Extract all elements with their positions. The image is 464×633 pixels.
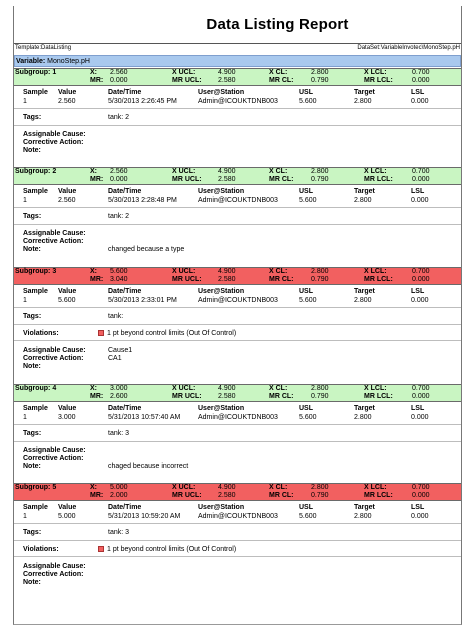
stat-label: X LCL: <box>364 69 387 76</box>
divider <box>14 340 461 341</box>
tags-value: tank: <box>108 313 124 320</box>
column-header: Value <box>58 288 77 295</box>
column-header: Target <box>354 288 375 295</box>
violations-label: Violations: <box>23 546 59 553</box>
column-header: Value <box>58 89 77 96</box>
subgroup-label: Subgroup: 5 <box>15 484 57 491</box>
subgroup-stats-band <box>14 483 461 501</box>
column-header: Target <box>354 89 375 96</box>
tags-label: Tags: <box>23 529 42 536</box>
stat-label: MR: <box>90 276 104 283</box>
column-header: LSL <box>411 504 425 511</box>
stat-label: MR UCL: <box>172 276 202 283</box>
assignable-cause-value: Cause1 <box>108 347 133 354</box>
note-label: Note: <box>23 246 41 253</box>
tags-label: Tags: <box>23 430 42 437</box>
stat-value: 4.900 <box>218 168 236 175</box>
column-header: Target <box>354 405 375 412</box>
sample-cell: Admin@ICOUKTDNB003 <box>198 297 278 304</box>
stat-value: 0.700 <box>412 268 430 275</box>
stat-value: 0.700 <box>412 484 430 491</box>
tags-label: Tags: <box>23 313 42 320</box>
sample-cell: 5.600 <box>299 414 317 421</box>
column-header: USL <box>299 405 313 412</box>
subgroup-block <box>14 167 461 267</box>
stat-label: X UCL: <box>172 484 196 491</box>
stat-value: 0.790 <box>311 276 329 283</box>
stat-label: MR UCL: <box>172 176 202 183</box>
column-header: Target <box>354 504 375 511</box>
tags-value: tank: 3 <box>108 529 130 536</box>
divider <box>14 540 461 541</box>
sample-cell: 5.600 <box>299 297 317 304</box>
sample-cell: 5/30/2013 2:28:48 PM <box>108 197 177 204</box>
sample-cell: 5.600 <box>299 197 317 204</box>
column-header: Date/Time <box>108 188 142 195</box>
stat-label: MR LCL: <box>364 492 393 499</box>
subgroup-label: Subgroup: 1 <box>15 69 57 76</box>
report-page <box>13 6 462 625</box>
sample-cell: 0.000 <box>411 513 429 520</box>
stat-value: 0.700 <box>412 385 430 392</box>
stat-value: 4.900 <box>218 385 236 392</box>
stat-value: 0.790 <box>311 492 329 499</box>
stat-value: 5.000 <box>110 484 128 491</box>
stat-label: X CL: <box>269 268 288 275</box>
tags-label: Tags: <box>23 114 42 121</box>
column-header: USL <box>299 89 313 96</box>
sample-cell: 2.560 <box>58 197 76 204</box>
assignable-cause-label: Assignable Cause: <box>23 447 86 454</box>
stat-value: 0.000 <box>412 393 430 400</box>
stat-value: 2.580 <box>218 492 236 499</box>
subgroup-label: Subgroup: 3 <box>15 268 57 275</box>
sample-cell: 2.800 <box>354 414 372 421</box>
sample-cell: 2.800 <box>354 197 372 204</box>
stat-label: X LCL: <box>364 484 387 491</box>
stat-label: MR: <box>90 176 104 183</box>
stat-value: 0.700 <box>412 168 430 175</box>
divider <box>14 441 461 442</box>
stat-label: X: <box>90 268 97 275</box>
sample-cell: 5/31/2013 10:59:20 AM <box>108 513 181 520</box>
sample-cell: 5/30/2013 2:26:45 PM <box>108 98 177 105</box>
stat-value: 0.000 <box>412 492 430 499</box>
violation-text: 1 pt beyond control limits (Out Of Control) <box>107 330 237 337</box>
stat-value: 3.040 <box>110 276 128 283</box>
column-header: LSL <box>411 89 425 96</box>
sample-cell: 2.800 <box>354 513 372 520</box>
note-label: Note: <box>23 579 41 586</box>
stat-label: MR CL: <box>269 393 294 400</box>
sample-cell: 5.600 <box>299 98 317 105</box>
violation-text: 1 pt beyond control limits (Out Of Control) <box>107 546 237 553</box>
stat-value: 2.580 <box>218 276 236 283</box>
sample-cell: 0.000 <box>411 98 429 105</box>
note-value: chaged because incorrect <box>108 463 189 470</box>
stat-label: MR CL: <box>269 276 294 283</box>
stat-value: 2.560 <box>110 69 128 76</box>
divider <box>14 523 461 524</box>
divider <box>14 207 461 208</box>
subgroup-stats-band <box>14 68 461 86</box>
subgroup-block <box>14 68 461 168</box>
corrective-action-label: Corrective Action: <box>23 355 84 362</box>
column-header: User@Station <box>198 504 245 511</box>
stat-value: 0.700 <box>412 69 430 76</box>
sample-cell: 5.000 <box>58 513 76 520</box>
corrective-action-label: Corrective Action: <box>23 238 84 245</box>
violations-label: Violations: <box>23 330 59 337</box>
assignable-cause-label: Assignable Cause: <box>23 131 86 138</box>
stat-label: X LCL: <box>364 168 387 175</box>
violation-marker-icon <box>98 330 104 336</box>
variable-bar <box>14 55 461 67</box>
stat-label: X CL: <box>269 168 288 175</box>
assignable-cause-label: Assignable Cause: <box>23 347 86 354</box>
subgroup-block <box>14 267 461 370</box>
stat-value: 4.900 <box>218 69 236 76</box>
sample-cell: 0.000 <box>411 297 429 304</box>
stat-value: 0.000 <box>110 77 128 84</box>
stat-value: 2.800 <box>311 484 329 491</box>
stat-value: 4.900 <box>218 484 236 491</box>
stat-value: 0.000 <box>110 176 128 183</box>
sample-cell: 0.000 <box>411 197 429 204</box>
column-header: LSL <box>411 288 425 295</box>
column-header: Date/Time <box>108 89 142 96</box>
sample-cell: Admin@ICOUKTDNB003 <box>198 197 278 204</box>
stat-value: 0.000 <box>412 276 430 283</box>
stat-label: MR LCL: <box>364 176 393 183</box>
subgroup-stats-band <box>14 384 461 402</box>
sample-cell: 1 <box>23 513 27 520</box>
subgroup-label: Subgroup: 2 <box>15 168 57 175</box>
column-header: User@Station <box>198 89 245 96</box>
tags-value: tank: 3 <box>108 430 130 437</box>
note-label: Note: <box>23 363 41 370</box>
divider <box>14 307 461 308</box>
corrective-action-value: CA1 <box>108 355 122 362</box>
stat-label: X: <box>90 69 97 76</box>
dataset-name: DataSet:VariableInvotec\MonoStep.pH <box>357 45 460 51</box>
template-name: Template:DataListing <box>15 45 72 51</box>
column-header: Value <box>58 405 77 412</box>
divider <box>14 108 461 109</box>
sample-cell: 3.000 <box>58 414 76 421</box>
stat-label: MR: <box>90 77 104 84</box>
stat-label: X: <box>90 168 97 175</box>
stat-label: X UCL: <box>172 268 196 275</box>
corrective-action-label: Corrective Action: <box>23 139 84 146</box>
report-title: Data Listing Report <box>206 16 349 33</box>
column-header: User@Station <box>198 188 245 195</box>
stat-label: MR LCL: <box>364 393 393 400</box>
stat-label: X LCL: <box>364 268 387 275</box>
tags-label: Tags: <box>23 213 42 220</box>
stat-label: MR CL: <box>269 492 294 499</box>
stat-label: MR: <box>90 492 104 499</box>
column-header: USL <box>299 504 313 511</box>
stat-label: MR LCL: <box>364 276 393 283</box>
stat-label: X UCL: <box>172 69 196 76</box>
sample-cell: 2.560 <box>58 98 76 105</box>
subgroup-stats-band <box>14 167 461 185</box>
divider <box>14 125 461 126</box>
column-header: Date/Time <box>108 405 142 412</box>
stat-label: MR LCL: <box>364 77 393 84</box>
stat-value: 3.000 <box>110 385 128 392</box>
sample-cell: 1 <box>23 98 27 105</box>
sample-cell: 5/31/2013 10:57:40 AM <box>108 414 181 421</box>
column-header: Sample <box>23 188 48 195</box>
stat-value: 2.580 <box>218 176 236 183</box>
subgroup-block <box>14 483 461 586</box>
column-header: Value <box>58 188 77 195</box>
stat-label: X LCL: <box>364 385 387 392</box>
note-label: Note: <box>23 147 41 154</box>
column-header: USL <box>299 188 313 195</box>
stat-label: MR CL: <box>269 176 294 183</box>
sample-cell: Admin@ICOUKTDNB003 <box>198 414 278 421</box>
sample-cell: 5/30/2013 2:33:01 PM <box>108 297 177 304</box>
divider <box>14 424 461 425</box>
stat-label: X CL: <box>269 484 288 491</box>
column-header: User@Station <box>198 405 245 412</box>
stat-value: 2.560 <box>110 168 128 175</box>
column-header: LSL <box>411 188 425 195</box>
variable-label: Variable: <box>16 58 46 65</box>
subgroup-block <box>14 384 461 484</box>
assignable-cause-label: Assignable Cause: <box>23 230 86 237</box>
assignable-cause-label: Assignable Cause: <box>23 563 86 570</box>
tags-value: tank: 2 <box>108 213 130 220</box>
note-label: Note: <box>23 463 41 470</box>
sample-cell: 1 <box>23 197 27 204</box>
column-header: User@Station <box>198 288 245 295</box>
stat-value: 2.800 <box>311 69 329 76</box>
sample-cell: 1 <box>23 414 27 421</box>
column-header: Value <box>58 504 77 511</box>
stat-value: 0.000 <box>412 77 430 84</box>
corrective-action-label: Corrective Action: <box>23 571 84 578</box>
stat-value: 2.580 <box>218 393 236 400</box>
stat-label: MR UCL: <box>172 77 202 84</box>
note-value: changed because a type <box>108 246 185 253</box>
column-header: USL <box>299 288 313 295</box>
column-header: Target <box>354 188 375 195</box>
stat-label: MR: <box>90 393 104 400</box>
sample-cell: Admin@ICOUKTDNB003 <box>198 98 278 105</box>
stat-label: X UCL: <box>172 385 196 392</box>
column-header: Date/Time <box>108 288 142 295</box>
stat-value: 2.800 <box>311 268 329 275</box>
sample-cell: 1 <box>23 297 27 304</box>
stat-label: X UCL: <box>172 168 196 175</box>
sample-cell: 5.600 <box>58 297 76 304</box>
column-header: Sample <box>23 405 48 412</box>
subgroup-label: Subgroup: 4 <box>15 385 57 392</box>
sample-cell: Admin@ICOUKTDNB003 <box>198 513 278 520</box>
column-header: LSL <box>411 405 425 412</box>
column-header: Date/Time <box>108 504 142 511</box>
sample-cell: 2.800 <box>354 297 372 304</box>
stat-value: 2.000 <box>110 492 128 499</box>
stat-value: 0.790 <box>311 393 329 400</box>
divider <box>14 556 461 557</box>
stat-label: X: <box>90 484 97 491</box>
stat-value: 0.000 <box>412 176 430 183</box>
column-header: Sample <box>23 288 48 295</box>
tags-value: tank: 2 <box>108 114 130 121</box>
stat-value: 2.600 <box>110 393 128 400</box>
corrective-action-label: Corrective Action: <box>23 455 84 462</box>
stat-label: MR UCL: <box>172 393 202 400</box>
stat-label: MR CL: <box>269 77 294 84</box>
stat-label: X: <box>90 385 97 392</box>
subgroup-stats-band <box>14 267 461 285</box>
column-header: Sample <box>23 89 48 96</box>
stat-value: 2.580 <box>218 77 236 84</box>
stat-label: X CL: <box>269 69 288 76</box>
stat-label: MR UCL: <box>172 492 202 499</box>
violation-entry <box>98 330 236 337</box>
column-header: Sample <box>23 504 48 511</box>
divider <box>14 224 461 225</box>
violation-entry <box>98 546 236 553</box>
stat-value: 2.800 <box>311 385 329 392</box>
stat-label: X CL: <box>269 385 288 392</box>
stat-value: 0.790 <box>311 176 329 183</box>
stat-value: 4.900 <box>218 268 236 275</box>
stat-value: 2.800 <box>311 168 329 175</box>
divider <box>14 324 461 325</box>
stat-value: 5.600 <box>110 268 128 275</box>
sample-cell: 2.800 <box>354 98 372 105</box>
variable-value: MonoStep.pH <box>47 58 90 65</box>
stat-value: 0.790 <box>311 77 329 84</box>
sample-cell: 5.600 <box>299 513 317 520</box>
sample-cell: 0.000 <box>411 414 429 421</box>
violation-marker-icon <box>98 546 104 552</box>
